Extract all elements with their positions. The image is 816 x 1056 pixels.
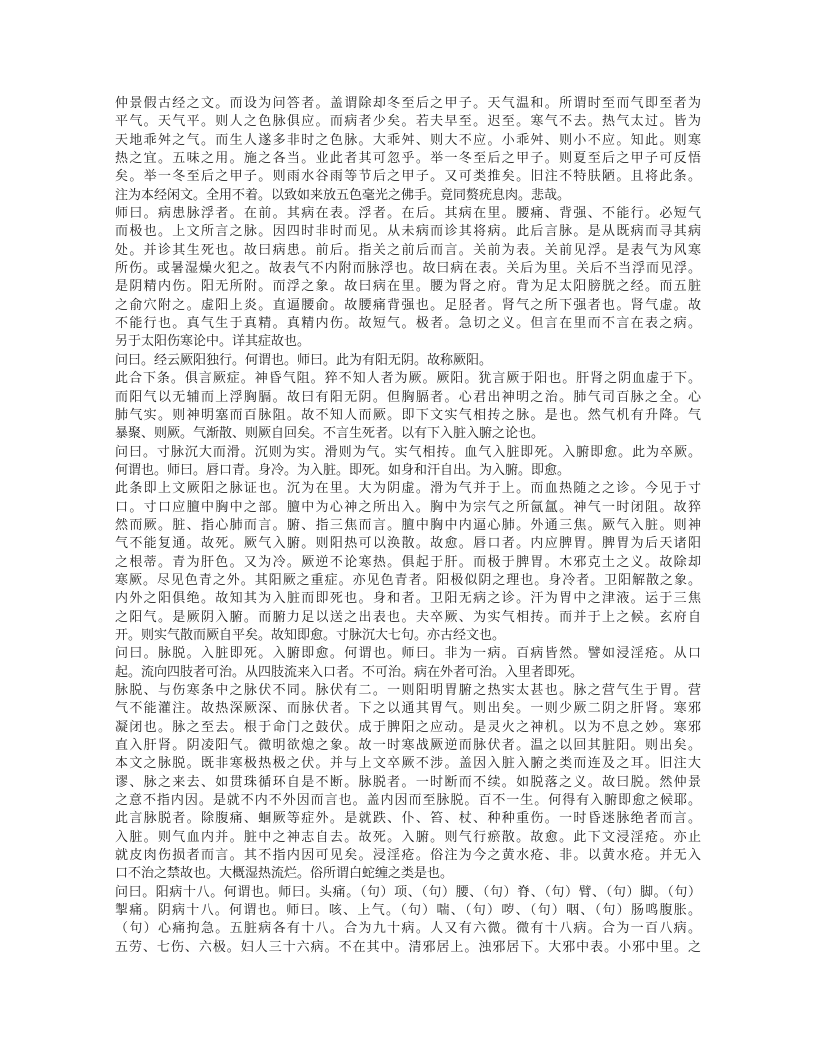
text-line: 脉脱、与伤寒条中之脉伏不同。脉伏有二。一则阳明胃腑之热实太甚也。脉之营气生于胃。营 — [115, 683, 701, 698]
text-line: 内外之阳俱绝。故知其为入脏而即死也。身和者。卫阳无病之诊。汗为胃中之津液。运于三焦 — [115, 591, 701, 607]
text-line: 气不能灌注。故热深厥深、而脉伏者。下之以通其胃气。则出矣。一则少厥二阴之肝肾。寒邪 — [115, 701, 701, 717]
text-line: 凝闭也。脉之至去。根于命门之鼓伏。成于脾阳之应动。是灵火之神机。以为不息之妙。寒邪 — [115, 719, 701, 735]
text-line: 之俞穴附之。虚阳上炎。直逼腰俞。故腰痛背强也。足胫者。肾气之所下强者也。肾气虚。故 — [115, 297, 701, 313]
text-line: 起。流向四肢者可治。从四肢流来入口者。不可治。病在外者可治。入里者即死。 — [115, 664, 584, 680]
text-line: 此条即上文厥阳之脉证也。沉为在里。大为阴虚。滑为气并于上。而血热随之之诊。今见于寸 — [115, 481, 701, 497]
text-line: 此合下条。俱言厥症。神昏气阻。猝不知人者为厥。厥阳。犹言厥于阳也。肝肾之阴血虚于下。 — [115, 371, 701, 387]
text-line: 矣。举一冬至后之甲子。则雨水谷雨等节后之甲子。又可类推矣。旧注不特肤陋。且将此条。 — [115, 169, 701, 185]
text-line: 而阳气以无辅而上浮胸膈。故曰有阳无阴。但胸膈者。心君出神明之治。肺气司百脉之全。心 — [115, 389, 701, 405]
text-line: 之阳气。是厥阴入腑。而腑力足以送之出表也。夫卒厥、为实气相抟。而并于上之候。玄府自 — [115, 609, 701, 625]
text-line: 所伤。或暑湿燥火犯之。故表气不内附而脉浮也。故曰病在表。关后为里。关后不当浮而见浮。 — [115, 261, 701, 277]
text-line: 问曰。寸脉沉大而滑。沉则为实。滑则为气。实气相抟。血气入脏即死。入腑即愈。此为卒厥。 — [115, 444, 701, 460]
text-line: 开。则实气散而厥自平矣。故知即愈。寸脉沉大七句。亦古经文也。 — [115, 627, 506, 643]
text-line: 然而厥。脏、指心肺而言。腑、指三焦而言。膻中胸中内逼心肺。外通三焦。厥气入脏。则神 — [115, 517, 701, 533]
text-line: 而极也。上文所言之脉。因四时非时而见。从未病而诊其将病。此后言脉。是从既病而寻其病 — [115, 224, 701, 240]
text-line: 直入肝肾。阴凌阳气。微明欲熄之象。故一时寒战厥逆而脉伏者。温之以回其脏阳。则出矣。 — [115, 738, 701, 754]
text-line: 注为本经闲文。全用不着。以致如来放五色毫光之佛手。竟同赘疣息肉。悲哉。 — [115, 187, 571, 203]
text-line: 师曰。病患脉浮者。在前。其病在表。浮者。在后。其病在里。腰痛、背强、不能行。必短气 — [115, 206, 701, 222]
text-line: 掣痛。阴病十八。何谓也。师曰。咳、上气。（句）喘、（句）哕、（句）咽、（句）肠鸣腹胀。 — [115, 903, 701, 919]
text-line: 寒厥。尽见色青之外。其阳厥之重症。亦见色青者。阳极似阴之理也。身冷者。卫阳解散之象。 — [115, 572, 701, 588]
text-line: 口不治之禁故也。大概湿热流烂。俗所谓白蛇缠之类是也。 — [115, 866, 454, 882]
text-line: 五劳、七伤、六极。妇人三十六病。不在其中。清邪居上。浊邪居下。大邪中表。小邪中里。之 — [115, 939, 701, 955]
text-line: 之意不指内因。是就不内不外因而言也。盖内因而至脉脱。百不一生。何得有入腑即愈之候耶。 — [115, 793, 701, 809]
text-line: 平气。天气平。则人之色脉俱应。而病者少矣。若夫早至。迟至。寒气不去。热气太过。皆为 — [115, 114, 701, 130]
text-line: 问曰。经云厥阳独行。何谓也。师曰。此为有阳无阴。故称厥阳。 — [115, 352, 493, 368]
text-block — [115, 95, 701, 957]
text-line: 另于太阳伤寒论中。详其症故也。 — [115, 334, 311, 350]
text-line: 不能行也。真气生于真精。真精内伤。故短气。极者。急切之义。但言在里而不言在表之病。 — [115, 316, 701, 332]
text-line: 问曰。阳病十八。何谓也。师曰。头痛。（句）项、（句）腰、（句）脊、（句）臂、（句）脚。（句） — [115, 884, 701, 900]
text-line: 此言脉脱者。除腹痛、蛔厥等症外。是就跌、仆、笞、杖、种种重伤。一时昏迷脉绝者而言。 — [115, 811, 701, 827]
text-line: 仲景假古经之文。而设为问答者。盖谓除却冬至后之甲子。天气温和。所谓时至而气即至者为 — [115, 96, 701, 111]
text-line: 口。寸口应膻中胸中之部。膻中为心神之所出入。胸中为宗气之所氤氲。神气一时闭阻。故猝 — [115, 499, 701, 515]
text-line: 天地乖舛之气。而生人遂多非时之色脉。大乖舛、则大不应。小乖舛、则小不应。知此。则寒 — [115, 132, 701, 148]
text-line: 就皮肉伤损者而言。其不指内因可见矣。浸淫疮。俗注为今之黄水疮、非。以黄水疮。并无入 — [115, 848, 701, 864]
text-line: 谬、脉之来去、如贯珠循环自是不断。脉脱者。一时断而不续。如脱落之义。故曰脱。然仲景 — [115, 774, 701, 790]
text-line: 处。并诊其生死也。故曰病患。前后。指关之前后而言。关前为表。关前见浮。是表气为风寒 — [115, 242, 701, 258]
text-line: 暴聚、则厥。气渐散、则厥自回矣。不言生死者。以有下入脏入腑之论也。 — [115, 426, 545, 442]
text-line: 本文之脉脱。既非寒极热极之伏。并与上文卒厥不涉。盖因入脏入腑之类而连及之耳。旧注大 — [115, 756, 701, 772]
text-line: 之根蒂。青为肝色。又为冷。厥逆不论寒热。俱起于肝。而极于脾胃。木邪克土之义。故除却 — [115, 554, 701, 570]
text-line: 何谓也。师曰。唇口青。身冷。为入脏。即死。如身和汗自出。为入腑。即愈。 — [115, 462, 571, 478]
text-line: （句）心痛拘急。五脏病各有十八。合为九十病。人又有六微。微有十八病。合为一百八病。 — [115, 921, 701, 937]
text-line: 问曰。脉脱。入脏即死。入腑即愈。何谓也。师曰。非为一病。百病皆然。譬如浸淫疮。从口 — [115, 646, 701, 662]
text-line: 肺气实。则神明塞而百脉阻。故不知人而厥。即下文实气相抟之脉。是也。然气机有升降。气 — [115, 407, 701, 423]
text-line: 是阴精内伤。阳无所附。而浮之象。故曰病在里。腰为肾之府。背为足太阳膀胱之经。而五脏 — [115, 279, 701, 295]
text-line: 热之宜。五味之用。施之各当。业此者其可忽乎。举一冬至后之甲子。则夏至后之甲子可反悟 — [115, 151, 701, 167]
text-line: 气不能复通。故死。厥气入腑。则阳热可以涣散。故愈。唇口者。内应脾胃。脾胃为后天诸阳 — [115, 536, 701, 552]
text-line: 入脏。则气血内并。脏中之神志自去。故死。入腑。则气行瘀散。故愈。此下文浸淫疮。亦止 — [115, 829, 701, 845]
